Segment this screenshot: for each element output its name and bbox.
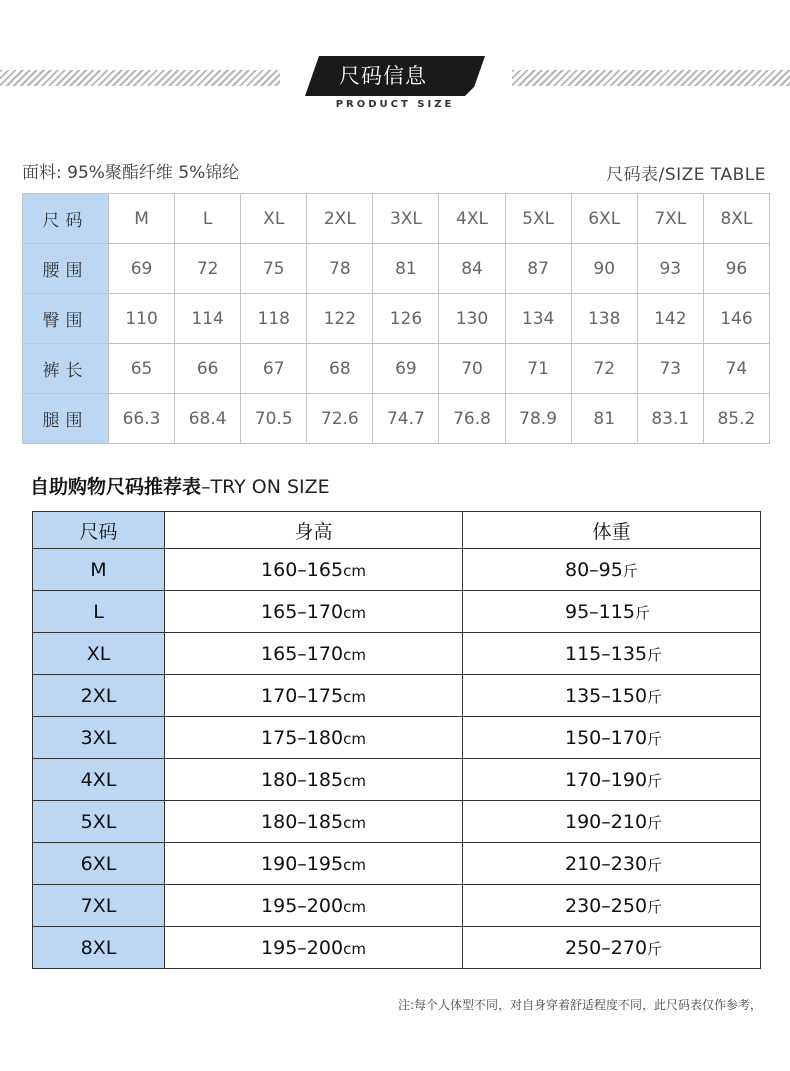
size-table-cell: 8XL xyxy=(703,194,769,244)
try-on-weight-value: 135–150 xyxy=(565,684,648,707)
try-on-row xyxy=(33,759,761,801)
try-on-weight-unit: 斤 xyxy=(647,729,663,748)
try-on-weight-value: 190–210 xyxy=(565,810,648,833)
try-on-row xyxy=(33,927,761,969)
try-on-header-size: 尺码 xyxy=(33,512,165,549)
try-on-weight xyxy=(463,717,761,759)
header-hatch-right xyxy=(512,70,790,86)
size-table-row xyxy=(23,194,770,244)
try-on-height xyxy=(165,927,463,969)
size-table-cell: 66.3 xyxy=(109,394,175,444)
size-table-cell: 96 xyxy=(703,244,769,294)
try-on-size: 7XL xyxy=(33,885,165,927)
try-on-height-value: 160–165 xyxy=(261,558,344,581)
try-on-height-value: 165–170 xyxy=(261,600,344,623)
size-table-row-label: 腿围 xyxy=(23,394,109,444)
try-on-height xyxy=(165,885,463,927)
try-on-weight xyxy=(463,801,761,843)
try-on-title-en: –TRY ON SIZE xyxy=(201,476,330,498)
size-table-cell: 87 xyxy=(505,244,571,294)
size-table-row-label: 臀围 xyxy=(23,294,109,344)
size-table-cell: 130 xyxy=(439,294,505,344)
try-on-header-weight: 体重 xyxy=(463,512,761,549)
header-hatch-left xyxy=(0,70,280,86)
size-table-row-label: 裤长 xyxy=(23,344,109,394)
try-on-table xyxy=(32,511,761,969)
try-on-height xyxy=(165,801,463,843)
size-table-cell: 69 xyxy=(109,244,175,294)
try-on-row xyxy=(33,885,761,927)
try-on-weight-unit: 斤 xyxy=(647,855,663,874)
try-on-weight-unit: 斤 xyxy=(647,645,663,664)
size-table-cell: 114 xyxy=(175,294,241,344)
size-table xyxy=(22,193,770,444)
try-on-row xyxy=(33,591,761,633)
size-table-cell: 134 xyxy=(505,294,571,344)
try-on-weight xyxy=(463,549,761,591)
try-on-height xyxy=(165,633,463,675)
try-on-height xyxy=(165,759,463,801)
size-table-cell: 73 xyxy=(637,344,703,394)
try-on-height-unit: cm xyxy=(343,771,366,790)
size-table-cell: 78.9 xyxy=(505,394,571,444)
size-table-row-label: 尺码 xyxy=(23,194,109,244)
size-table-cell: 142 xyxy=(637,294,703,344)
try-on-height-value: 195–200 xyxy=(261,936,344,959)
size-table-cell: 146 xyxy=(703,294,769,344)
try-on-height xyxy=(165,549,463,591)
size-table-cell: 122 xyxy=(307,294,373,344)
size-table-cell: 90 xyxy=(571,244,637,294)
try-on-row xyxy=(33,801,761,843)
try-on-row xyxy=(33,549,761,591)
try-on-size: 5XL xyxy=(33,801,165,843)
try-on-height-value: 195–200 xyxy=(261,894,344,917)
size-table-cell: 85.2 xyxy=(703,394,769,444)
size-table-cell: 118 xyxy=(241,294,307,344)
try-on-height xyxy=(165,591,463,633)
size-table-cell: 78 xyxy=(307,244,373,294)
try-on-row xyxy=(33,675,761,717)
try-on-row xyxy=(33,843,761,885)
size-table-row xyxy=(23,344,770,394)
try-on-title-cn: 自助购物尺码推荐表 xyxy=(30,476,202,498)
size-table-cell: 67 xyxy=(241,344,307,394)
size-table-cell: 81 xyxy=(571,394,637,444)
size-table-cell: 70 xyxy=(439,344,505,394)
try-on-weight-value: 210–230 xyxy=(565,852,648,875)
try-on-height xyxy=(165,843,463,885)
try-on-weight-unit: 斤 xyxy=(647,687,663,706)
try-on-size: 3XL xyxy=(33,717,165,759)
size-table-cell: 126 xyxy=(373,294,439,344)
try-on-weight-value: 115–135 xyxy=(565,642,648,665)
try-on-weight-value: 80–95 xyxy=(565,558,623,581)
try-on-height-value: 165–170 xyxy=(261,642,344,665)
try-on-weight xyxy=(463,843,761,885)
size-table-cell: 68 xyxy=(307,344,373,394)
try-on-height-unit: cm xyxy=(343,897,366,916)
size-table-cell: 69 xyxy=(373,344,439,394)
try-on-height-value: 180–185 xyxy=(261,810,344,833)
try-on-weight xyxy=(463,591,761,633)
size-table-cell: 70.5 xyxy=(241,394,307,444)
try-on-weight xyxy=(463,675,761,717)
try-on-height-unit: cm xyxy=(343,855,366,874)
size-table-row xyxy=(23,294,770,344)
try-on-weight-value: 95–115 xyxy=(565,600,635,623)
try-on-size: 6XL xyxy=(33,843,165,885)
fabric-composition: 面料: 95%聚酯纤维 5%锦纶 xyxy=(22,163,240,183)
try-on-weight-unit: 斤 xyxy=(647,897,663,916)
size-table-cell: 75 xyxy=(241,244,307,294)
try-on-size: XL xyxy=(33,633,165,675)
size-table-cell: 84 xyxy=(439,244,505,294)
size-table-cell: 6XL xyxy=(571,194,637,244)
size-table-cell: 138 xyxy=(571,294,637,344)
size-table-cell: 74.7 xyxy=(373,394,439,444)
try-on-weight xyxy=(463,927,761,969)
try-on-weight-value: 170–190 xyxy=(565,768,648,791)
footnote: 注:每个人体型不同，对自身穿着舒适程度不同，此尺码表仅作参考， xyxy=(397,998,762,1012)
size-table-cell: 72.6 xyxy=(307,394,373,444)
size-table-cell: 5XL xyxy=(505,194,571,244)
try-on-height-unit: cm xyxy=(343,561,366,580)
try-on-weight xyxy=(463,633,761,675)
try-on-height-unit: cm xyxy=(343,687,366,706)
size-table-label: 尺码表/SIZE TABLE xyxy=(606,165,766,185)
try-on-weight-value: 250–270 xyxy=(565,936,648,959)
try-on-title xyxy=(30,472,330,499)
try-on-size: M xyxy=(33,549,165,591)
try-on-height xyxy=(165,675,463,717)
try-on-height-unit: cm xyxy=(343,939,366,958)
try-on-weight-value: 230–250 xyxy=(565,894,648,917)
size-table-cell: 81 xyxy=(373,244,439,294)
try-on-weight-unit: 斤 xyxy=(647,771,663,790)
try-on-row xyxy=(33,633,761,675)
size-table-cell: 68.4 xyxy=(175,394,241,444)
size-table-cell: 2XL xyxy=(307,194,373,244)
try-on-height-value: 180–185 xyxy=(261,768,344,791)
try-on-height-value: 175–180 xyxy=(261,726,344,749)
try-on-weight-unit: 斤 xyxy=(622,561,638,580)
size-table-cell: 3XL xyxy=(373,194,439,244)
try-on-height xyxy=(165,717,463,759)
page-title: 尺码信息 xyxy=(339,64,427,88)
try-on-weight-value: 150–170 xyxy=(565,726,648,749)
try-on-size: 2XL xyxy=(33,675,165,717)
try-on-weight xyxy=(463,759,761,801)
try-on-size: L xyxy=(33,591,165,633)
size-table-cell: 83.1 xyxy=(637,394,703,444)
try-on-height-unit: cm xyxy=(343,813,366,832)
try-on-height-value: 170–175 xyxy=(261,684,344,707)
size-table-cell: 66 xyxy=(175,344,241,394)
size-table-cell: M xyxy=(109,194,175,244)
try-on-height-unit: cm xyxy=(343,729,366,748)
size-table-cell: 65 xyxy=(109,344,175,394)
size-table-row xyxy=(23,394,770,444)
header-title-badge xyxy=(305,56,485,96)
try-on-size: 8XL xyxy=(33,927,165,969)
size-table-row-label: 腰围 xyxy=(23,244,109,294)
size-table-cell: XL xyxy=(241,194,307,244)
try-on-header-row xyxy=(33,512,761,549)
try-on-height-unit: cm xyxy=(343,603,366,622)
size-table-cell: 4XL xyxy=(439,194,505,244)
size-table-cell: 7XL xyxy=(637,194,703,244)
page-subtitle: PRODUCT SIZE xyxy=(335,99,455,110)
try-on-weight-unit: 斤 xyxy=(647,813,663,832)
try-on-size: 4XL xyxy=(33,759,165,801)
size-table-cell: 72 xyxy=(571,344,637,394)
size-table-cell: 71 xyxy=(505,344,571,394)
size-table-cell: 110 xyxy=(109,294,175,344)
try-on-weight-unit: 斤 xyxy=(634,603,650,622)
try-on-height-unit: cm xyxy=(343,645,366,664)
try-on-row xyxy=(33,717,761,759)
size-table-cell: 76.8 xyxy=(439,394,505,444)
try-on-weight xyxy=(463,885,761,927)
size-table-cell: 74 xyxy=(703,344,769,394)
size-table-cell: 72 xyxy=(175,244,241,294)
size-table-row xyxy=(23,244,770,294)
try-on-weight-unit: 斤 xyxy=(647,939,663,958)
try-on-header-height: 身高 xyxy=(165,512,463,549)
size-table-cell: 93 xyxy=(637,244,703,294)
try-on-height-value: 190–195 xyxy=(261,852,344,875)
size-table-cell: L xyxy=(175,194,241,244)
